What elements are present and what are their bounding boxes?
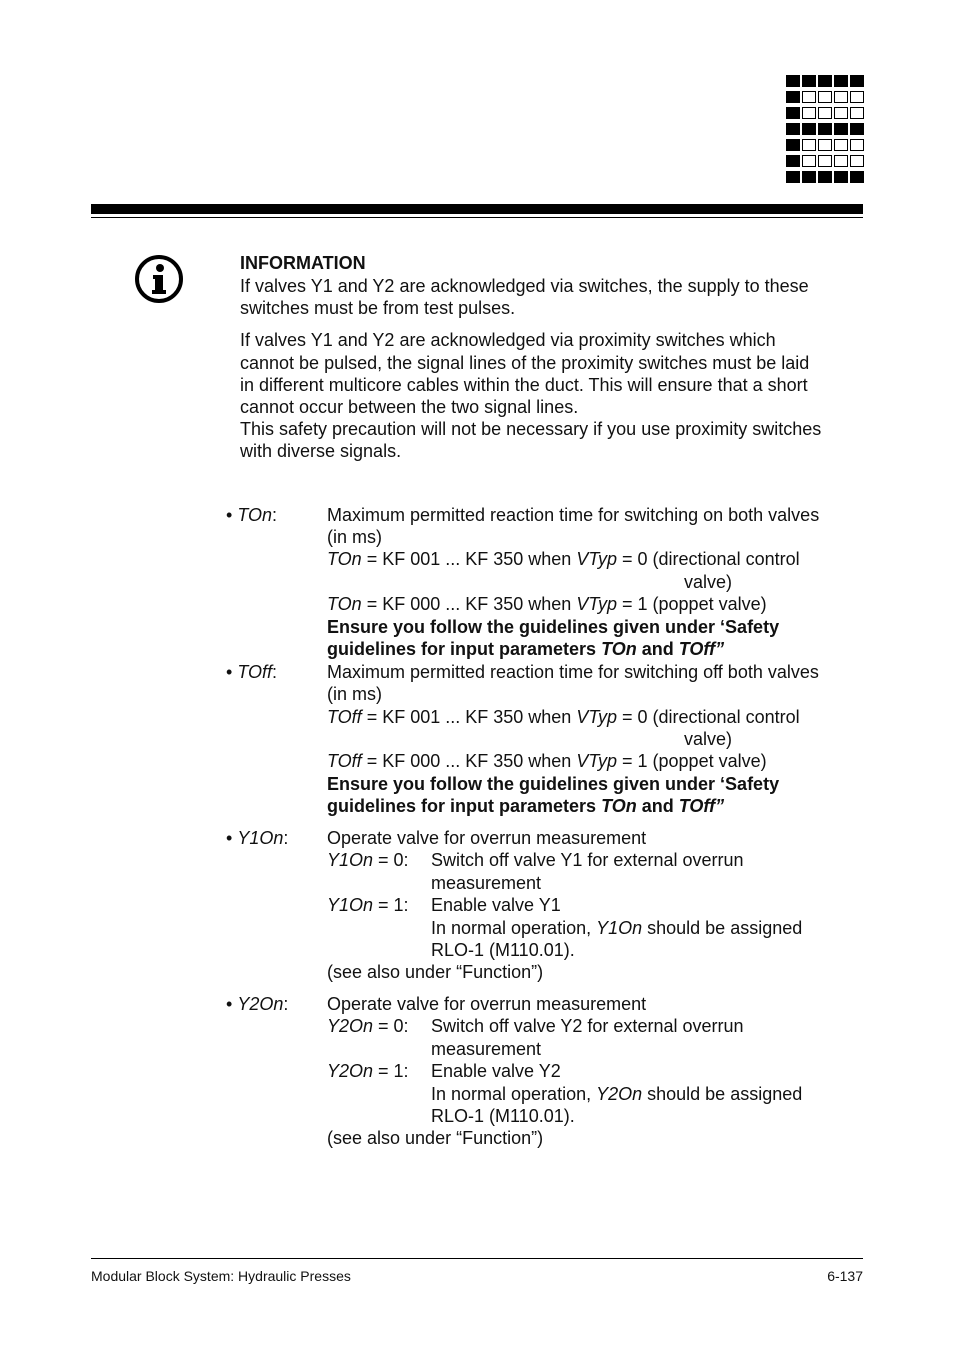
info-line: switches must be from test pulses. [240, 298, 516, 318]
param-y1on-label: • Y1On: [226, 828, 289, 848]
info-line: If valves Y1 and Y2 are acknowledged via switches, the supply to these [240, 276, 809, 296]
param-y2on-label: • Y2On: [226, 994, 289, 1014]
grid-cell [786, 171, 800, 183]
grid-cell [834, 75, 848, 87]
info-line: If valves Y1 and Y2 are acknowledged via proximity switches which [240, 330, 776, 350]
grid-cell [834, 139, 848, 151]
param-toff-label: • TOff: [226, 662, 278, 682]
param-toff-range-cont: valve) [684, 729, 733, 749]
grid-cell [818, 171, 832, 183]
info-line: This safety precaution will not be necessary if you use proximity switches [240, 419, 822, 439]
info-line: cannot be pulsed, the signal lines of the proximity switches must be laid [240, 353, 810, 373]
param-y2on-value-1-text: Enable valve Y2 [431, 1061, 561, 1081]
param-y1on-see-also: (see also under “Function”) [327, 962, 544, 982]
param-y2on-value-1: Y2On = 1: [327, 1061, 409, 1081]
param-y1on-desc: Operate valve for overrun measurement [327, 828, 647, 848]
info-line: in different multicore cables within the duct. This will ensure that a short [240, 375, 808, 395]
info-heading: INFORMATION [240, 253, 366, 273]
param-y1on-value-1: Y1On = 1: [327, 895, 409, 915]
param-ton-note: guidelines for input parameters TOn and TOff” [327, 639, 725, 659]
footer-rule [91, 1258, 863, 1259]
grid-cell [850, 171, 864, 183]
param-y2on-value-1-text: In normal operation, Y2On should be assigned [431, 1084, 803, 1104]
page-number: 6-137 [827, 1268, 863, 1284]
param-ton-range: TOn = KF 000 ... KF 350 when VTyp = 1 (poppet valve) [327, 594, 767, 614]
grid-cell [850, 91, 864, 103]
grid-cell [850, 75, 864, 87]
param-y2on-see-also: (see also under “Function”) [327, 1128, 544, 1148]
param-y1on-value-1-text: In normal operation, Y1On should be assigned [431, 918, 803, 938]
grid-cell [818, 155, 832, 167]
param-y2on-value-0-text: measurement [431, 1039, 542, 1059]
grid-cell [850, 107, 864, 119]
param-toff-note: guidelines for input parameters TOn and TOff” [327, 796, 725, 816]
grid-cell [818, 123, 832, 135]
grid-cell [786, 155, 800, 167]
param-y2on-desc: Operate valve for overrun measurement [327, 994, 647, 1014]
grid-cell [786, 91, 800, 103]
param-ton-desc: Maximum permitted reaction time for switching on both valves [327, 505, 820, 525]
param-y1on-value-1-text: RLO-1 (M110.01). [431, 940, 575, 960]
grid-cell [802, 155, 816, 167]
param-ton-note: Ensure you follow the guidelines given under ‘Safety [327, 617, 780, 637]
info-line: cannot occur between the two signal lines. [240, 397, 579, 417]
param-toff-desc: (in ms) [327, 684, 382, 704]
grid-cell [834, 107, 848, 119]
grid-cell [834, 155, 848, 167]
grid-cell [850, 139, 864, 151]
grid-cell [818, 139, 832, 151]
param-y1on-value-0-text: measurement [431, 873, 542, 893]
param-toff-range: TOff = KF 001 ... KF 350 when VTyp = 0 (directional control [327, 707, 800, 727]
param-toff-note: Ensure you follow the guidelines given under ‘Safety [327, 774, 780, 794]
information-icon [134, 254, 184, 304]
info-line: with diverse signals. [240, 441, 402, 461]
header-rule-thin [91, 217, 863, 218]
grid-cell [834, 123, 848, 135]
grid-cell [818, 107, 832, 119]
grid-cell [786, 75, 800, 87]
grid-cell [802, 107, 816, 119]
param-toff-range: TOff = KF 000 ... KF 350 when VTyp = 1 (poppet valve) [327, 751, 767, 771]
grid-cell [850, 123, 864, 135]
param-toff-desc: Maximum permitted reaction time for switching off both valves [327, 662, 819, 682]
grid-cell [818, 91, 832, 103]
chapter-grid-logo [786, 75, 866, 186]
param-y2on-value-0-text: Switch off valve Y2 for external overrun [431, 1016, 744, 1036]
grid-cell [802, 91, 816, 103]
param-y1on-value-1-text: Enable valve Y1 [431, 895, 561, 915]
grid-cell [786, 123, 800, 135]
grid-cell [850, 155, 864, 167]
grid-cell [834, 171, 848, 183]
header-rule-thick [91, 204, 863, 214]
param-y1on-value-0: Y1On = 0: [327, 850, 409, 870]
grid-cell [802, 123, 816, 135]
param-ton-range-cont: valve) [684, 572, 733, 592]
param-y1on-value-0-text: Switch off valve Y1 for external overrun [431, 850, 744, 870]
grid-cell [802, 75, 816, 87]
param-ton-label: • TOn: [226, 505, 278, 525]
grid-cell [834, 91, 848, 103]
param-y2on-value-0: Y2On = 0: [327, 1016, 409, 1036]
grid-cell [786, 139, 800, 151]
param-y2on-value-1-text: RLO-1 (M110.01). [431, 1106, 575, 1126]
grid-cell [802, 139, 816, 151]
param-ton-range: TOn = KF 001 ... KF 350 when VTyp = 0 (directional control [327, 549, 800, 569]
param-ton-desc: (in ms) [327, 527, 382, 547]
footer-title: Modular Block System: Hydraulic Presses [91, 1268, 351, 1284]
grid-cell [818, 75, 832, 87]
grid-cell [786, 107, 800, 119]
grid-cell [802, 171, 816, 183]
